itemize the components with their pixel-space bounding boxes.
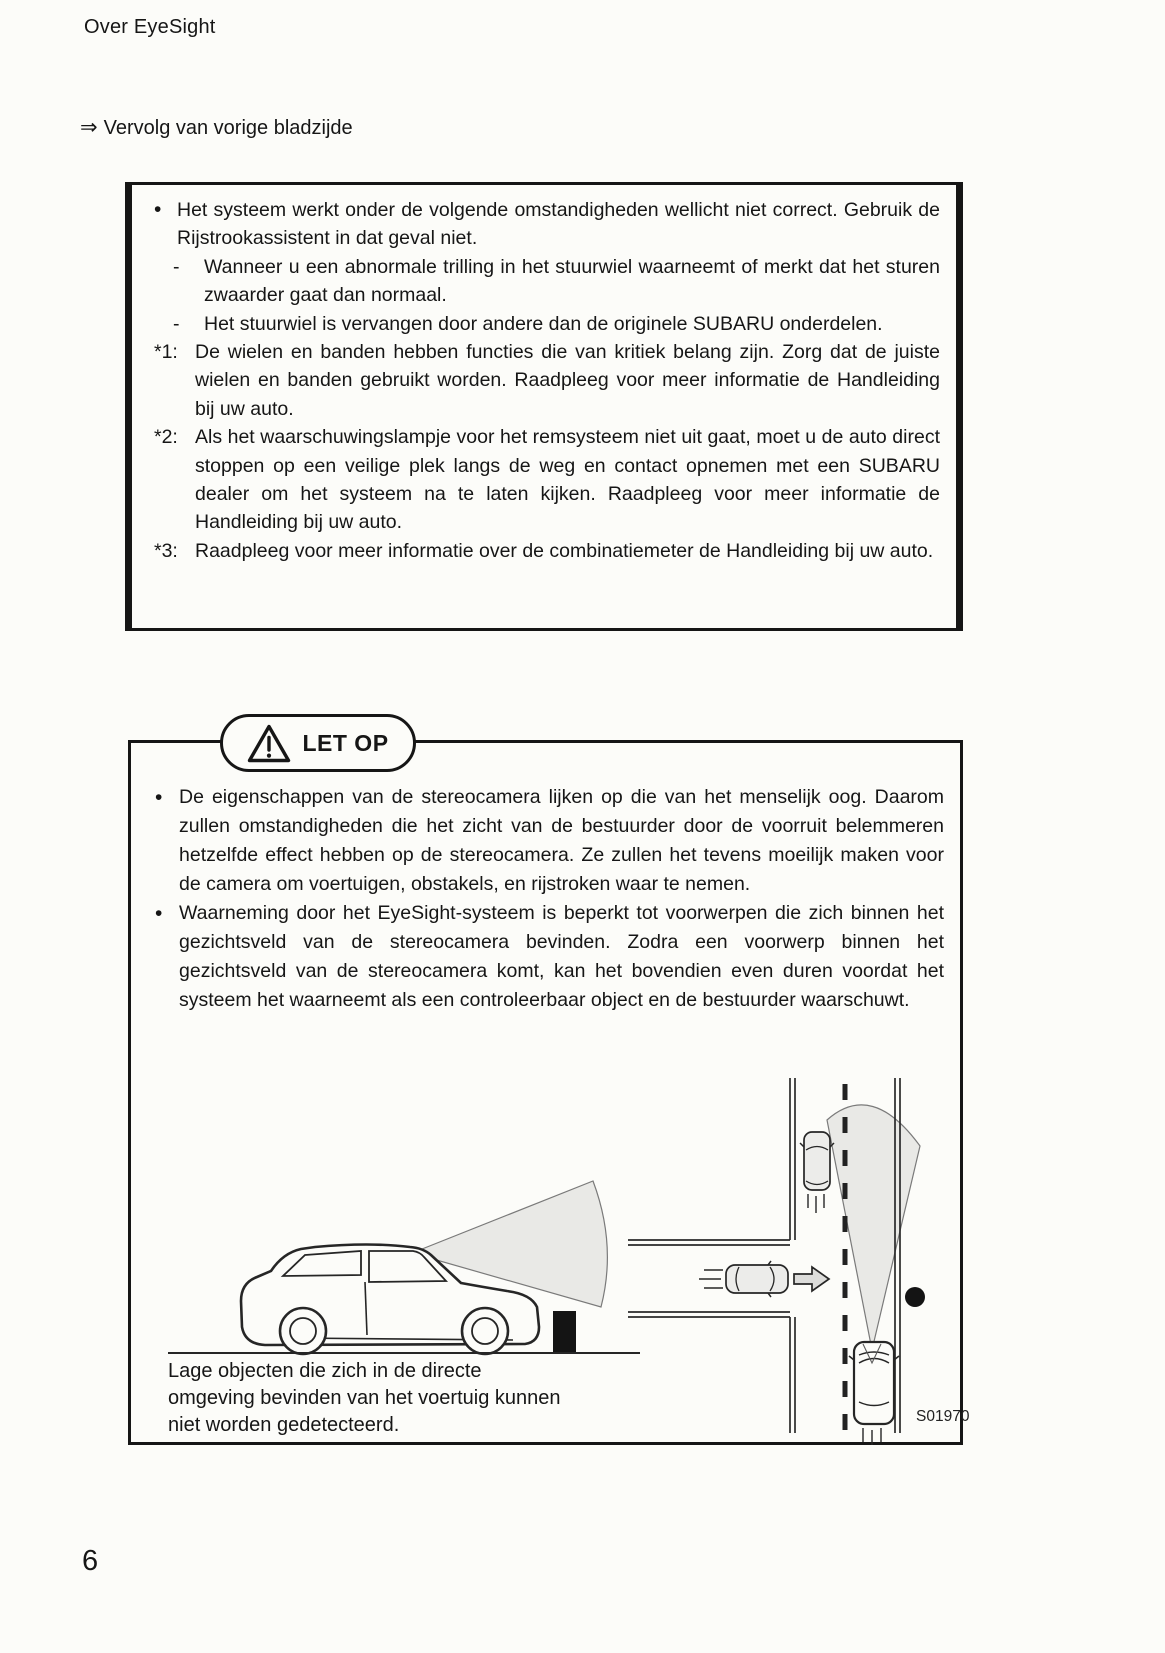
item-marker: -: [173, 255, 180, 278]
item-text: Het stuurwiel is vervangen door andere dan de originele SUBARU onderdelen.: [204, 312, 883, 335]
item-text: Raadpleeg voor meer informatie over de combinatiemeter de Handleiding bij uw auto.: [195, 539, 934, 562]
list-item: [169, 310, 940, 338]
item-marker: •: [155, 902, 163, 925]
list-item: [169, 253, 940, 310]
camera-fov-cone-top: [827, 1105, 920, 1350]
figure-caption: Lage objecten die zich in de directe omgeving bevinden van het voertuig kunnen niet worden gedetecteerd.: [168, 1360, 561, 1436]
list-item: [154, 338, 940, 423]
item-marker: *1:: [154, 341, 178, 364]
note-box: [125, 182, 963, 631]
item-marker: •: [155, 786, 163, 809]
double-arrow-icon: ⇒: [80, 116, 98, 139]
list-item: [154, 196, 940, 253]
page-number: 6: [82, 1545, 99, 1577]
continuation-note: [80, 115, 353, 140]
list-item: [154, 423, 940, 537]
caution-label-text: LET OP: [302, 729, 389, 756]
item-marker: *2:: [154, 426, 178, 449]
caution-label: [220, 714, 416, 772]
item-text: Waarneming door het EyeSight-systeem is beperkt tot voorwerpen die zich binnen het gezichtsveld van de stereocamera bevinden. Zodra een voorwerp binnen het gezichtsveld van de stereocamera komt, kan het bovendien even duren voordat het systeem het waarneemt als een controleerbaar object en de bestuurder waarschuwt.: [179, 902, 944, 1011]
item-text: De eigenschappen van de stereocamera lijken op die van het menselijk oog. Daarom zullen omstandigheden die het zicht van de bestuurder door de voorruit belemmeren hetzelfde effect hebben op de stereocamera. Ze zullen het tevens moeilijk maken voor de camera om voertuigen, obstakels, en rijstroken waar te nemen.: [179, 786, 944, 895]
item-marker: *3:: [154, 539, 178, 562]
item-marker: -: [173, 312, 180, 335]
continuation-text: Vervolg van vorige bladzijde: [103, 117, 353, 139]
list-item: [154, 537, 940, 565]
own-car: [849, 1342, 899, 1445]
preceding-car: [800, 1132, 834, 1213]
direction-arrow: [794, 1267, 829, 1291]
figure-id: S01970: [916, 1408, 970, 1425]
side-view-illustration: [165, 1095, 645, 1360]
low-object-block: [553, 1311, 576, 1353]
overhead-illustration: [620, 1050, 970, 1445]
item-text: Het systeem werkt onder de volgende omstandigheden wellicht niet correct. Gebruik de Rijstrookassistent in dat geval niet.: [177, 199, 940, 250]
page-title: Over EyeSight: [84, 16, 216, 38]
item-text: Als het waarschuwingslampje voor het remsysteem niet uit gaat, moet u de auto direct stoppen op een veilige plek langs de weg en contact opnemen met een SUBARU dealer om het systeem na te laten kijken. Raadpleeg voor meer informatie de Handleiding bij uw auto.: [195, 426, 940, 534]
list-item: [155, 899, 944, 1015]
crossing-car: [699, 1261, 788, 1297]
item-text: De wielen en banden hebben functies die van kritiek belang zijn. Zorg dat de juiste wielen en banden gebruikt worden. Raadpleeg voor meer informatie de Handleiding bij uw auto.: [195, 341, 940, 420]
item-text: Wanneer u een abnormale trilling in het stuurwiel waarneemt of merkt dat het sturen zwaarder gaat dan normaal.: [204, 255, 940, 307]
list-item: [155, 783, 944, 899]
item-marker: •: [154, 198, 162, 221]
object-dot: [905, 1287, 925, 1307]
warning-triangle-icon: [247, 723, 291, 764]
